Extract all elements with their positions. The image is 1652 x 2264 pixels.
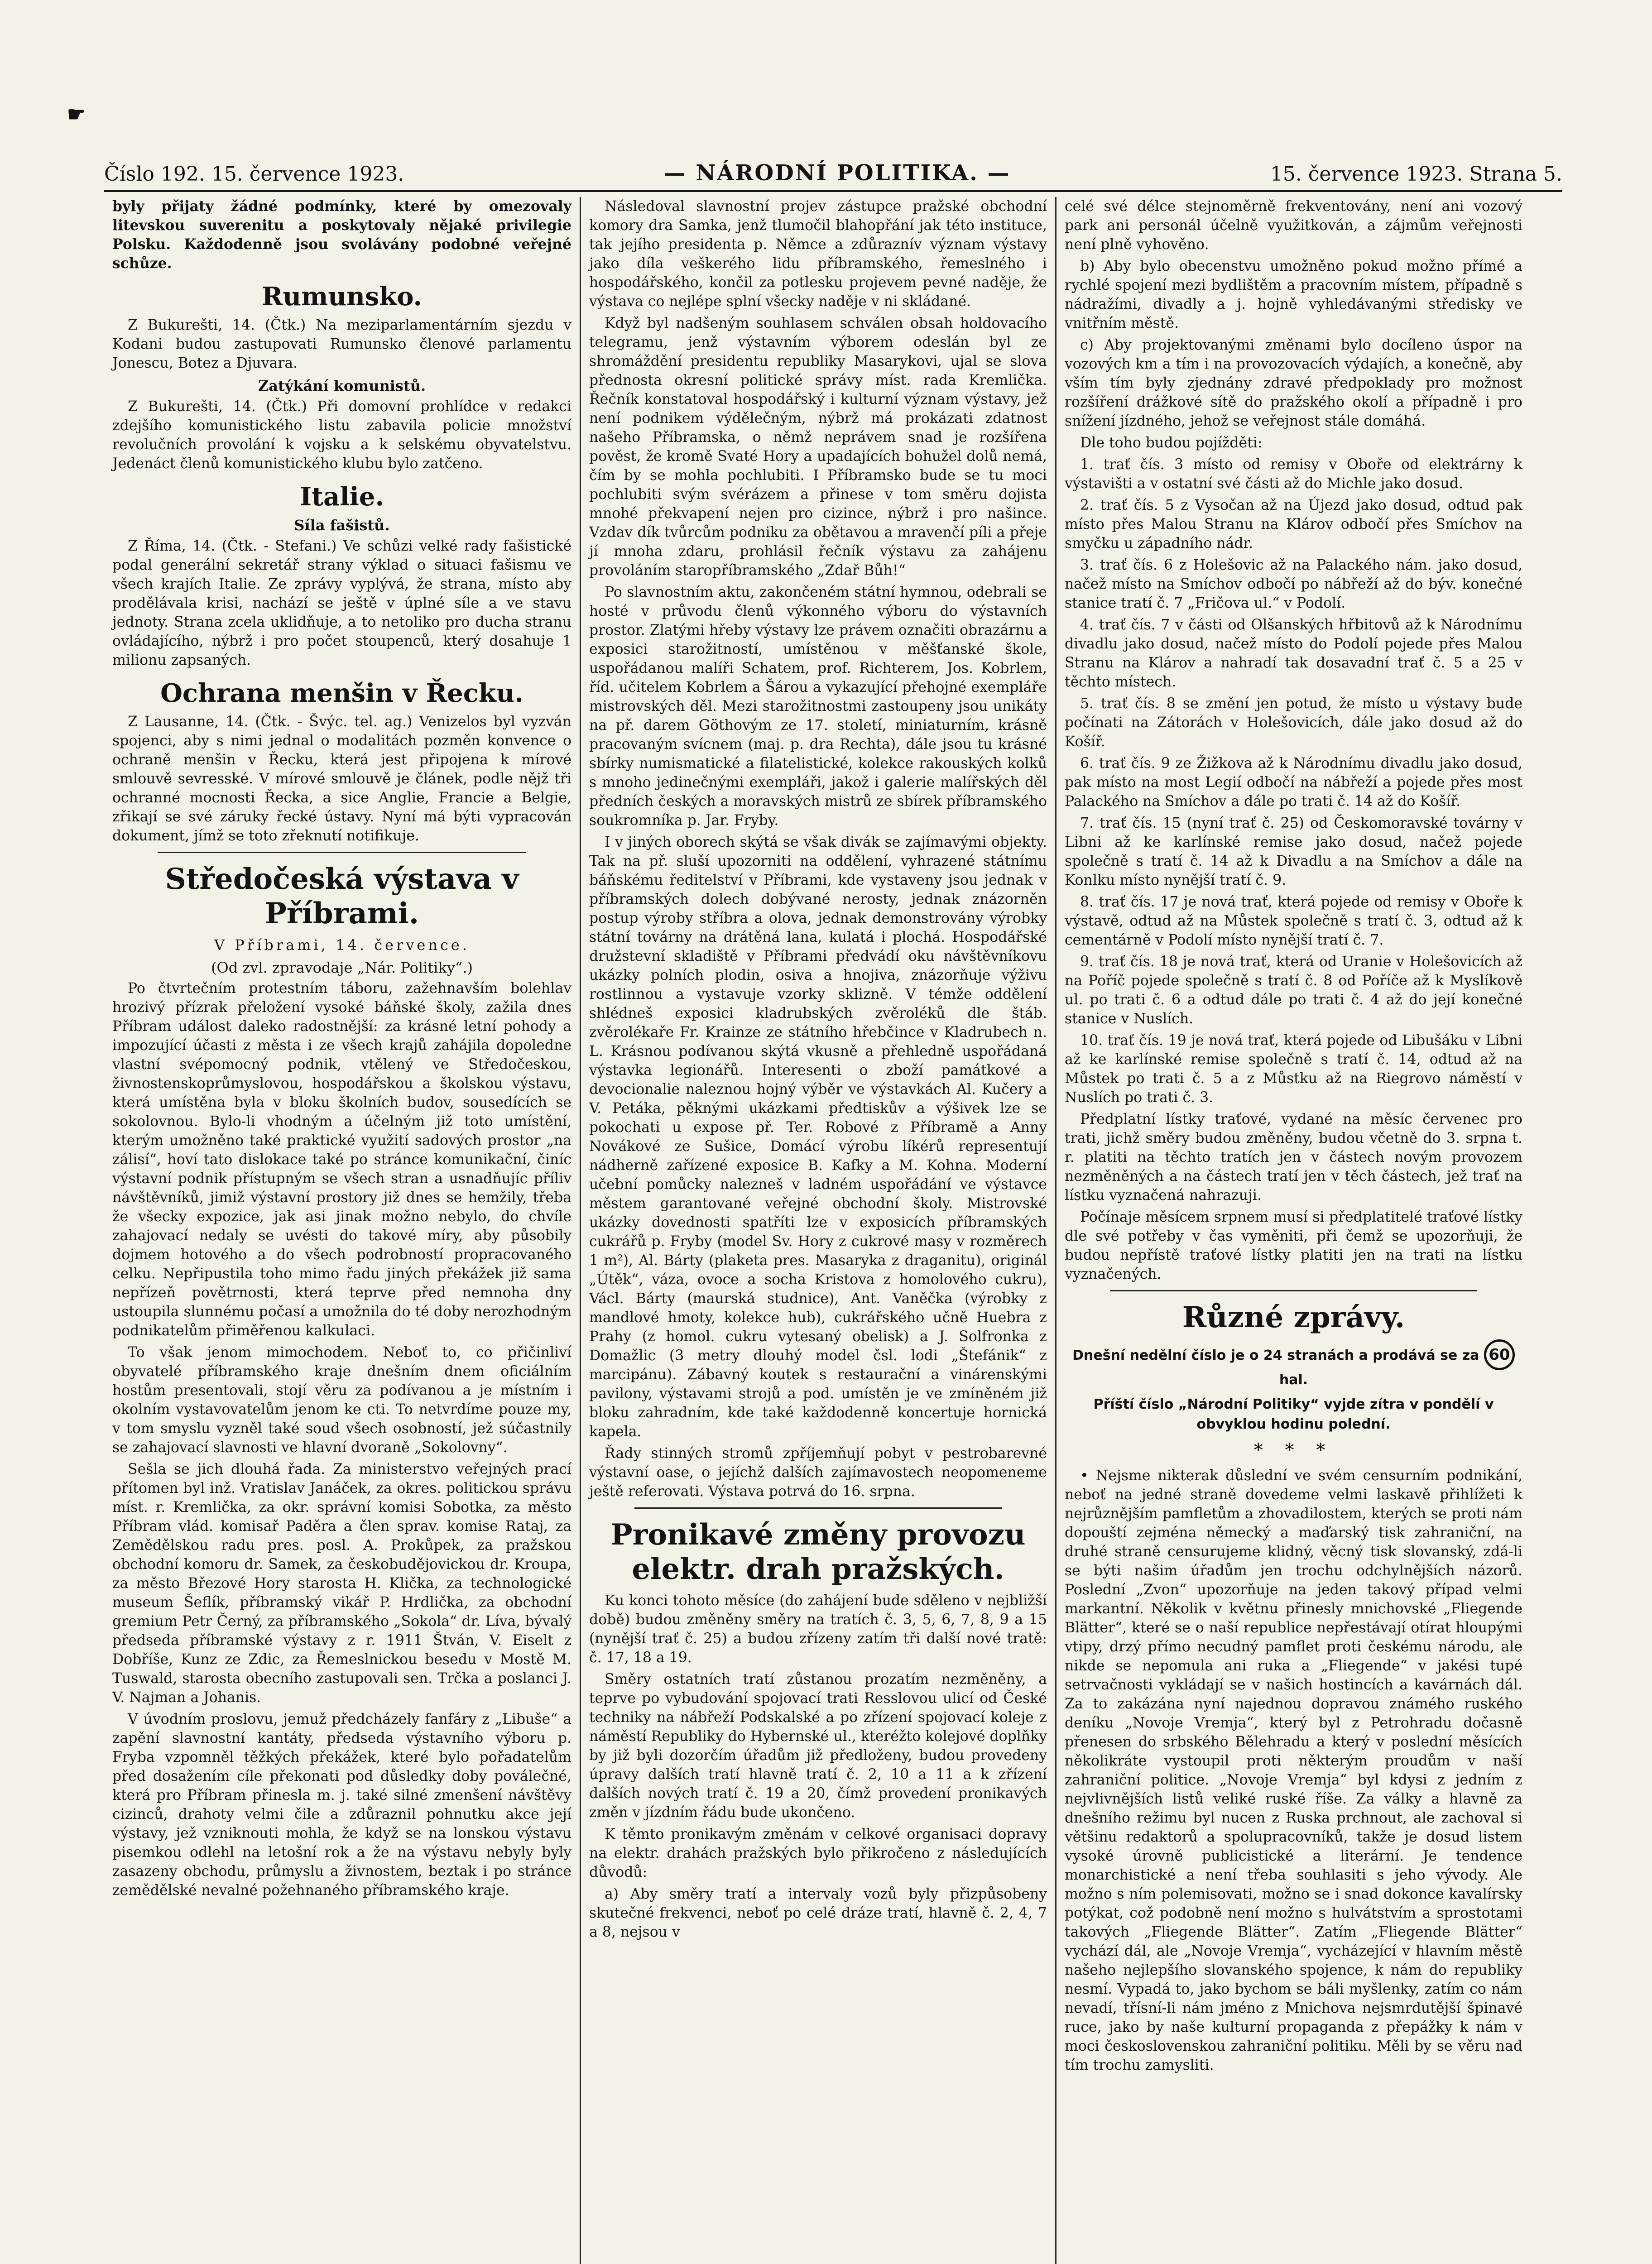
article-text: Předplatní lístky traťové, vydané na měsíc červenec pro trati, jichž směry budou změněny, budou včetně do 3. srpna t. r. platiti na těchto tratích jen v částech novým provozem nezměněných a na částech tratí jen v těch částech, jež trať na lístku vyznačená nahrazuji. bbox=[1065, 1111, 1522, 1204]
article-text: a) Aby směry tratí a intervaly vozů byly přizpůsobeny skutečné frekvenci, neboť po celé dráze tratí, hlavně č. 2, 4, 7 a 8, nejsou v bbox=[589, 1886, 1047, 1940]
article-text: Z Říma, 14. (Čtk. - Stefani.) Ve schůzi velké rady fašistické podal generální sekretář strany výklad o situaci fašismu ve všech krajích Italie. Ze zprávy vyplývá, že strana, místo aby prodělávala krisi, nachází se ještě v úplné síle a ve stavu jednoty. Strana zcela uklidňuje, a to netoliko pro ducha stranu ovládajícího, nýbrž i pro počet stoupenců, který dosahuje 1 milionu zapsaných. bbox=[112, 538, 571, 668]
price-unit: hal. bbox=[1279, 1372, 1308, 1388]
article-text: b) Aby bylo obecenstvu umožněno pokud možno přímé a rychlé spojení mezi bydlištěm a pracovním místem, případně s nádražími, divadly a j. hojně vyhledávanými středisky ve vnitřním městě. bbox=[1065, 258, 1522, 331]
article-text: Dle toho budou pojížděti: bbox=[1080, 435, 1263, 451]
article-text: byly přijaty žádné podmínky, které by omezovaly litevskou suverenitu a poskytovaly nějaké privilegie Polsku. Každodenně jsou svolávány podobné veřejné schůze. bbox=[112, 198, 571, 272]
article-text: Když byl nadšeným souhlasem schválen obsah holdovacího telegramu, jenž výstavním výborem odeslán byl ze shromáždění presidentu republiky Masarykovi, ujal se slova přednosta okresní politické správy míst. rada Kremlička. Řečník konstatoval hospodářský i kulturní význam výstavy, jež není podnikem výdělečným, nýbrž má prokázati zdatnost našeho Příbramska, o němž neprávem snad je rozšířena pověst, že kromě Svaté Hory a upadajících bohužel dolů nemá, čím by se mohla pochlubiti. I Příbramsko bude se tu moci pochlubiti svým svérázem a přinese v tom směru dojista mnohé překvapení nejen pro cizince, nýbrž i pro našince. Vzdav dík tvůrcům podniku za obětavou a mravenčí píli a přeje jí mnoha zdaru, prohlásil řečník výstavu za zahájenu provoláním staropříbramského „Zdař Bůh!“ bbox=[589, 315, 1047, 579]
article-text: Ku konci tohoto měsíce (do zahájení bude sděleno v nejbližší době) budou změněny směry na tratích č. 3, 5, 6, 7, 8, 9 a 15 (nynější trať č. 25) a budou zřízeny zatím tři další nové tratě: č. 17, 18 a 19. bbox=[589, 1592, 1047, 1666]
price-circle: 60 bbox=[1484, 1339, 1515, 1370]
article-text: Následoval slavnostní projev zástupce pražské obchodní komory dra Samka, jenž tlumočil blahopřání jak této instituce, tak jejího presidenta p. Němce a zdůraznív význam výstavy jako díla veškerého lidu příbramského, řemeslného i hospodářského, končil za potlesku projevem pevné naděje, že výstava co nejlépe splní všecky naděje v ni skládané. bbox=[589, 198, 1047, 310]
article-text: Řady stinných stromů zpříjemňují pobyt v pestrobarevné výstavní oase, o jejíchž dalších zajímavostech neopomeneme ještě referovati. Výstava potrvá do 16. srpna. bbox=[589, 1445, 1047, 1500]
corner-hand-mark: ☛ bbox=[67, 102, 86, 126]
subheading-zatykani: Zatýkání komunistů. bbox=[258, 377, 426, 394]
article-text: Po čtvrtečním protestním táboru, zažehnavším bolehlav hrozivý přízrak přeložení vysoké báňské školy, zažila dnes Příbram událost daleko radostnější: za krásné letní pohody a impozující účasti z města i ze všech krajů zahájila dopoledne vlastní svépomocný podnik, vtělený ve Středočeskou, živnostenskoprůmyslovou, hospodářskou a školskou výstavu, která umístěna byla v bloku školních budov, sousedících se sokolovnou. Bylo-li vhodným a účelným již toto umístění, kterým umožněno také praktické využití sadových prostor „na zálisí“, hoví tato dislokace také po stránce komunikační, činíc výstavní podnik přístupným se všech stran a usnadňujíc příliv návštěvníků, jimiž výstavní prostory již dnes se hemžily, třeba že všecky expozice, jak asi jinak možno nebylo, do chvíle zahajovací nedaly se uvésti do takové míry, aby působily dojmem hotového a do všech podrobností propracovaného celku. Nepřipustila toho mimo řadu jiných překážek již sama nepřízeň povětrnosti, která teprve před nemnoha dny ustoupila slunnému počasí a umožnila do té doby nerozhodným podnikatelům přiměřenou kalkulaci. bbox=[112, 980, 571, 1339]
column-3 bbox=[1055, 197, 1531, 2264]
article-text: V úvodním proslovu, jemuž předcházely fanfáry z „Libuše“ a zapění slavnostní kantáty, předseda výstavního výboru p. Fryba vzpomněl těžkých překážek, které bylo pořadatelům před dosažením cíle překonati pod důsledky doby poválečné, která pro Příbram přinesla m. j. také silné zmenšení návštěvy cizinců, drahoty velmi čile a zdůraznil pohnutku akce její výstavy, jež vzniknouti mohla, že když se na lonskou výstavu pisemkou odlehl na letošní rok a že na výstavu nebyly byly zasazeny obchodu, průmyslu a živnostem, beztak i po stránce zemědělské nevalné požehnaného příbramského kraje. bbox=[112, 1711, 571, 1899]
article-text: Počínaje měsícem srpnem musí si předplatitelé traťové lístky dle své potřeby v čas vyměniti, při čemž se upozorňuji, že budou nepřístě traťové lístky platiti jen na trati na lístku vyznačených. bbox=[1065, 1209, 1522, 1282]
subheading-fasiste: Síla fašistů. bbox=[294, 517, 390, 534]
article-text: Z Bukurešti, 14. (Čtk.) Na meziparlamentárním sjezdu v Kodani budou zastupovati Rumunsko členové parlamentu Jonescu, Botez a Djuvara. bbox=[112, 317, 571, 371]
article-text: Z Lausanne, 14. (Čtk. - Švýc. tel. ag.) Venizelos byl vyzván spojenci, aby s nimi jednal o modalitách pozměn konvence o ochraně menšin v Řecku, která jest připojena k mírové smlouvě sevresské. V mírové smlouvě je článek, podle nějž tři ochranné mocnosti Řecka, a sice Anglie, Francie a Belgie, zřikají se své záruky řecké ústavy. Nyní má býti vypracován dokument, jímž se toto zřeknutí notifikuje. bbox=[112, 714, 571, 844]
article-text: Směry ostatních tratí zůstanou prozatím nezměněny, a teprve po vybudování spojovací trati Resslovou ulicí od České techniky na nábřeží Podskalské a po zřízení spojovací koleje z náměstí Republiky do Hybernské ul., kteréžto kolejové doplňky by již byli dozorčím úřadům již předloženy, budou provedeny úpravy dalších tratí hlavně tratí č. 2, 10 a 11 a k zřízení dalších nových tratí č. 19 a 20, čímž provedení pronikavých změn v jízdním řádu bude ukončeno. bbox=[589, 1671, 1047, 1821]
article-text: 9. trať čís. 18 je nová trať, která od Uranie v Holešovicích až na Poříč pojede společně s tratí č. 8 od Poříče až k Myslíkově ul. po trati č. 6 a odtud dále po trati č. 4 až do její konečné stanice v Nuslích. bbox=[1065, 954, 1522, 1027]
next-issue-notice: Příští číslo „Národní Politiky“ vyjde zítra v pondělí v obvyklou hodinu polední. bbox=[1093, 1396, 1494, 1432]
section-heading-italie: Italie. bbox=[299, 482, 384, 512]
article-title-vystava: Středočeská výstava v Příbrami. bbox=[165, 862, 519, 931]
article-text: To však jenom mimochodem. Neboť to, co přičinliví obyvatelé příbramského kraje dnešním dnem oficiálním hostům presentovali, stojí věru za podívanou a je místním i okolním vystavovatelům jenom ke cti. To netvrdíme pouze my, v tom smyslu vyzněl také soud všech osobností, jež súčastnily se zahajovací slavnosti ve hlavní dvoraně „Sokolovny“. bbox=[112, 1344, 571, 1456]
article-text: 2. trať čís. 5 z Vysočan až na Újezd jako dosud, odtud pak místo přes Malou Stranu na Klárov odbočí přes Smíchov na smyčku u západního nádr. bbox=[1065, 497, 1522, 552]
article-text: 10. trať čís. 19 je nová trať, která pojede od Libušáku v Libni až ke karlínské remise společně s tratí č. 14, odtud až na Můstek po trati č. 5 a z Můstku až na Riegrovo náměstí v Nuslích po trati č. 3. bbox=[1065, 1032, 1522, 1106]
section-heading-ochrana: Ochrana menšin v Řecku. bbox=[160, 678, 523, 708]
article-text: 1. trať čís. 3 místo od remisy v Oboře od elektrárny k výstavišti a v ostatní své části až do Michle jako dosud. bbox=[1065, 456, 1522, 492]
dateline: V Příbrami, 14. července. bbox=[214, 936, 470, 954]
article-text: K těmto pronikavým změnám v celkové organisaci dopravy na elektr. drahách pražských bylo přikročeno z následujících důvodů: bbox=[589, 1826, 1047, 1880]
article-text: 6. trať čís. 9 ze Žižkova až k Národnímu divadlu jako dosud, pak místo na most Legií odbočí na nábřeží a pojede přes most Palackého na Smíchov a dále po trati č. 14 až do Košíř. bbox=[1065, 755, 1522, 810]
divider bbox=[1110, 1290, 1477, 1291]
column-1 bbox=[104, 197, 580, 2264]
columns bbox=[104, 197, 1562, 2264]
section-heading-ruzne: Různé zprávy. bbox=[1182, 1300, 1405, 1334]
article-text: 7. trať čís. 15 (nyní trať č. 25) od Českomoravské továrny v Libni až ke karlínské remise jako dosud, načež pojede společně s tratí č. 14 až k Divadlu a na Smíchov a dále na Konlku místo nynější tratí č. 9. bbox=[1065, 815, 1522, 888]
section-heading-rumunsko: Rumunsko. bbox=[261, 282, 423, 312]
column-2 bbox=[580, 197, 1055, 2264]
article-text: Z Bukurešti, 14. (Čtk.) Při domovní prohlídce v redakci zdejšího komunistického listu zabavila policie množství revolučních provolání k vojsku a k selskému obyvatelstvu. Jedenáct členů komunistického klubu bylo zatčeno. bbox=[112, 398, 571, 472]
article-text: celé své délce stejnoměrně frekventovány, není ani vozový park ani personál účelně využitkován, a zájmům veřejnosti není plně vyhověno. bbox=[1065, 198, 1522, 253]
price-notice-text: Dnešní nedělní číslo je o 24 stranách a prodává se za bbox=[1072, 1348, 1479, 1363]
article-text: • Nejsme nikterak důslední ve svém censurním podnikání, neboť na jedné straně dovedeme velmi laskavě přihlížeti k nejrůznějším pamfletům a zhovadilostem, kterých se proti nám dopouští zejména německý a maďarský tisk zahraniční, na druhé straně censurujeme klidný, věcný tisk slovanský, zdá-li se býti našim úřadům jen trochu odchylnějších názorů. Poslední „Zvon“ upozorňuje na jeden takový případ velmi markantní. Několik v květnu přinesly mnichovské „Fliegende Blätter“, které se o naší republice nepřestávají otírat hloupými vtipy, drzý přímo necudný pamflet proti českému národu, ale nikde se nepomula ani ruka a „Fliegende“ v jakési tupé setrvačnosti vykládají se v našich hostincích a kavárnách dál. Za to zakázána nyní najednou dopravou známého ruského deníku „Novoje Vremja“, který byl z Petrohradu dočasně přenesen do srbského Bělehradu a který v poslední měsících několikráte vystoupil proti některým proudům v naší zahraniční politice. „Novoje Vremja“ byl kdysi z jedním z nejvlivnějších listů veliké ruské říše. Za války a hlavně za dnešního režimu byl nucen z Ruska prchnout, ale zachoval si většinu redaktorů a spolupracovníků, takže je dosud listem vysoké úrovně publicistické a literární. Je tendence monarchistické a není třeba souhlasiti s jeho vývody. Ale možno s ním polemisovati, možno se i snad dokonce kavalírsky potýkat, což podobně není možno s hulvátstvím a sprostotami takových „Fliegende Blätter“. Zatím „Fliegende Blätter“ vychází dál, ale „Novoje Vremja“, vycházející v hlavním městě našeho nejlepšího slovanského spojence, k nám do republiky nesmí. Vypadá to, jako bychom se báli myšlenky, zatím co nám nevadí, třísní-li nám jméno z Mnichova nejsmrdutější špinavé ruce, jako by naše kulturní propaganda z přepážky k nám v moci československou zahraniční politiku. Měli by se věru nad tím trochu zamysliti. bbox=[1065, 1468, 1522, 2073]
article-text: 3. trať čís. 6 z Holešovic až na Palackého nám. jako dosud, načež místo na Smíchov odbočí po nábřeží až do býv. konečné stanice tratí č. 7 „Fričova ul.“ v Podolí. bbox=[1065, 557, 1522, 611]
correspondent-note: (Od zvl. zpravodaje „Nár. Politiky“.) bbox=[211, 959, 473, 976]
divider bbox=[634, 1507, 1002, 1509]
article-text: Po slavnostním aktu, zakončeném státní hymnou, odebrali se hosté v průvodu členů výkonného výboru do výstavních prostor. Zlatými hřeby výstavy lze právem označiti obrazárnu a exposici starožitností, umístěnou v měšťanské škole, uspořádanou malíři Schatem, prof. Richterem, Jos. Kobrlem, říd. učitelem Kobrlem a Šárou a vykazující přehojné exempláře mistrovských děl. Mezi starožitnostmi zastoupeny jsou unikáty na př. darem Göthovým ze 17. století, miniaturním, krásně pracovaným svícnem (maj. p. dra Rechta), dále jsou tu krásné sbírky numismatické a filatelistické, kolekce rakouských kolků s mnoho jedinečnými exempláři, jakož i galerie malířských děl předních českých a moravských mistrů ze sbírek příbramského soukromníka p. Jar. Fryby. bbox=[589, 584, 1047, 829]
article-text: I v jiných oborech skýtá se však divák se zajímavými objekty. Tak na př. sluší upozorniti na oddělení, vyhrazené státnímu báňskému ředitelství v Příbrami, kde vystaveny jsou jednak v příbramských dolech dobývané nerosty, jednak znázorněn postup výroby stříbra a olova, jednak demonstrovány výrobky státní továrny na drátěná lana, kulatá i plochá. Hospodářské družstevní skladiště v Příbrami předvádí oku návštěvníkovu ukázky polních plodin, osiva a hnojiva, znázorňuje výživu rostlinnou a vystavuje vzorky sklizně. V témže oddělení shlédneš exposici kladrubských zvěroléků dle štáb. zvěrolékaře Fr. Krainze ze státního hřebčince v Kladrubech n. L. Krásnou podívanou skýtá vkusně a přehledně uspořádaná výstavka legionářů. Interesenti o zboží památkové a devocionalie naleznou hojný výběr ve výstavkách Al. Kučery a V. Petáka, pěknými ukázkami předtiskův a výšivek lze se pokochati u expose př. Ter. Robové z Příbramě a Anny Novákové ze Sušice, Domácí výrobu líkérů representují nádherně zařízené exposice B. Kafky a M. Kohna. Moderní učební pomůcky nalezneš v ladném uspořádání ve výstavce městem garantované veřejné obchodní školy. Mistrovské ukázky dovednosti spatříti lze v exposicích příbramských cukrářů p. Fryby (model Sv. Hory z cukrové masy v rozměrech 1 m²), Al. Bárty (plaketa pres. Masaryka z draganitu), originál „Útěk“, váza, ovoce a socha Kristova z homolového cukru), Václ. Bárty (maurská studnice), Ant. Vaněčka (výrobky z mandlové hmoty, kolekce hub), cukrářského učně Huebra z Prahy (z homol. cukru vytesaný obelisk) a J. Solfronka z Domažlic (3 metry dlouhý model čsl. lodi „Štefánik“ z marcipánu). Zábavný koutek s restaurační a vinárenskými pavilony, výstavami strojů a pod. umístěn je ve zmíněném již bloku zahradním, kde také každodenně koncertuje hornická kapela. bbox=[589, 834, 1047, 1440]
article-title-zmeny: Pronikavé změny provozu elektr. drah pražských. bbox=[610, 1518, 1026, 1586]
header-page-number: 15. července 1923. Strana 5. bbox=[1270, 163, 1562, 186]
article-text: Sešla se jich dlouhá řada. Za ministerstvo veřejných prací přítomen byl inž. Vratislav Janáček, za okres. politickou správu míst. r. Kremlička, za okr. správní komisi Sobotka, za město Příbram vlád. komisař Paděra a člen sprav. komise Rataj, za Zemědělskou radu pres. posl. A. Prokůpek, za pražskou obchodní komoru dr. Samek, za českobudějovickou dr. Kroupa, za město Březové Hory starosta H. Klička, za technologické museum Šeflík, příbramský vikář P. Hrdlička, za obchodní gremium Petr Černý, za příbramského „Sokola“ dr. Líva, bývalý předseda příbramské výstavy z r. 1911 Štván, V. Eiselt z Dobříše, Kunz ze Zdic, za Řemeslnickou besedu v Mostě M. Tuswald, starosta obecního zastupovali sen. Trčka a poslanci J. V. Najman a Johanis. bbox=[112, 1461, 571, 1706]
header-issue-date: Číslo 192. 15. července 1923. bbox=[104, 163, 404, 186]
divider bbox=[158, 852, 526, 853]
newspaper-page bbox=[67, 102, 1562, 2264]
price-notice bbox=[1065, 1339, 1522, 1390]
article-text: c) Aby projektovanými změnami bylo docíleno úspor na vozových km a tím i na provozovacích výdajích, a konečně, aby vším tím byly zjednány zdravé předpoklady pro možnost rozšíření drážkové sítě do pražského okolí a případně i pro snížení jízdného, jehož se veřejnost stále domáhá. bbox=[1065, 337, 1522, 429]
article-text: 4. trať čís. 7 v části od Olšanských hřbitovů až k Národnímu divadlu jako dosud, načež místo do Podolí pojede přes Malou Stranu na Klárov a nahradí tak dosavadní trať č. 5 a 25 v těchto místech. bbox=[1065, 617, 1522, 690]
article-text: 8. trať čís. 17 je nová trať, která pojede od remisy v Oboře k výstavě, odtud až na Můstek společně s tratí č. 3, odtud až k cementárně v Podolí místo nynější tratí č. 7. bbox=[1065, 894, 1522, 948]
article-text: 5. trať čís. 8 se změní jen potud, že místo u výstavy bude počínati na Zátorách v Holešovicích, dále jako dosud až do Košíř. bbox=[1065, 696, 1522, 750]
section-separator: * * * bbox=[1253, 1440, 1334, 1461]
page-header bbox=[104, 149, 1562, 192]
masthead-title: — NÁRODNÍ POLITIKA. — bbox=[663, 160, 1011, 186]
